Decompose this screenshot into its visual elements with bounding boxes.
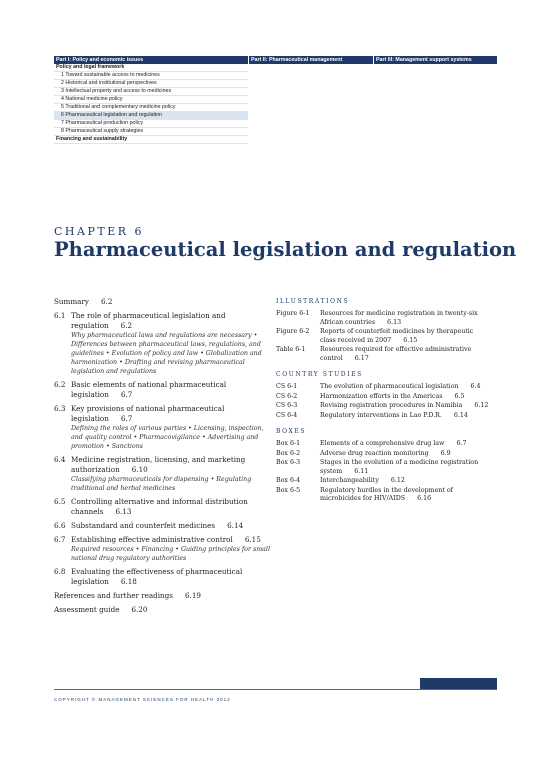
toc-entry[interactable]: [54, 455, 276, 493]
illustrations-column: [276, 297, 491, 505]
boxes-list: [276, 440, 491, 504]
toc-title: Assessment guide 6.20: [54, 605, 148, 614]
toc-page: 6.15: [244, 535, 261, 544]
toc-entry[interactable]: [54, 605, 276, 615]
illustrations-list: [276, 310, 491, 363]
item-page: 6.15: [403, 336, 418, 344]
toc-entry[interactable]: [54, 521, 276, 531]
toc-title: The role of pharmaceutical legislation and regulation 6.2: [71, 311, 226, 330]
item-label: Box 6-2: [276, 449, 301, 457]
item-text: Reports of counterfeit medicines by therapeutic class received in 2007 6.15: [320, 328, 474, 344]
part-tabs: [54, 56, 497, 64]
toc-title: Summary 6.2: [54, 297, 113, 306]
item-text: Stages in the evolution of a medicine registration system 6.11: [320, 459, 479, 475]
nav-chapter-item[interactable]: 5 Traditional and complementary medicine policy: [54, 104, 248, 112]
item-text: Adverse drug reaction monitoring 6.9: [320, 449, 451, 457]
item-label: Table 6-1: [276, 346, 306, 353]
illustrations-heading: ILLUSTRATIONS: [276, 298, 350, 305]
toc-page: 6.7: [120, 414, 133, 423]
nav-section[interactable]: Financing and sustainability: [54, 136, 248, 144]
list-item[interactable]: [276, 328, 491, 345]
toc-page: 6.20: [131, 605, 148, 614]
tab-part-2[interactable]: Part II: Pharmaceutical management: [248, 56, 373, 64]
list-item[interactable]: [276, 383, 491, 392]
toc-title: Substandard and counterfeit medicines 6.14: [71, 521, 244, 530]
toc-subtopics: Defining the roles of various parties • Licensing, inspection, and quality control • Pharmacovigilance • Advertising and promotion • Sanctions: [71, 425, 264, 450]
boxes-heading: BOXES: [276, 428, 307, 435]
item-label: Box 6-3: [276, 459, 301, 466]
tab-part-1[interactable]: Part I: Policy and economic issues: [56, 57, 144, 63]
toc-number: 6.3: [54, 404, 66, 413]
toc-title: Key provisions of national pharmaceutical legislation 6.7: [71, 404, 225, 423]
toc-entry[interactable]: [54, 297, 276, 307]
item-label: Box 6-5: [276, 486, 301, 494]
item-text: Regulatory hurdles in the development of microbicides for HIV/AIDS 6.16: [320, 486, 454, 502]
item-label: Figure 6-1: [276, 310, 310, 317]
toc-entry[interactable]: [54, 591, 276, 601]
toc-page: 6.7: [120, 390, 133, 399]
copyright-text: COPYRIGHT © MANAGEMENT SCIENCES FOR HEALTH 2012: [54, 697, 231, 702]
toc-number: 6.1: [54, 311, 66, 320]
nav-chapter-item[interactable]: 4 National medicine policy: [54, 96, 248, 104]
list-item[interactable]: [276, 402, 491, 411]
nav-chapter-item[interactable]: 7 Pharmaceutical production policy: [54, 120, 248, 128]
toc-subtopics: Required resources • Financing • Guiding principles for small national drug regulatory authorities: [71, 546, 270, 562]
toc-page: 6.14: [227, 521, 244, 530]
toc-entry[interactable]: [54, 535, 276, 563]
toc-entry[interactable]: [54, 404, 276, 451]
list-item[interactable]: [276, 459, 491, 476]
country-studies-list: [276, 383, 491, 420]
chapter-list: [54, 64, 248, 144]
toc-entry[interactable]: [54, 567, 276, 587]
chapter-label: CHAPTER 6: [54, 225, 144, 238]
nav-section[interactable]: Policy and legal framework: [54, 64, 248, 72]
toc-number: 6.5: [54, 497, 66, 506]
item-text: Interchangeability 6.12: [320, 477, 405, 484]
toc-entry[interactable]: [54, 380, 276, 400]
item-page: 6.5: [454, 392, 465, 400]
toc-title: Basic elements of national pharmaceutical legislation 6.7: [71, 380, 227, 399]
table-of-contents: [54, 297, 276, 619]
toc-title: References and further readings 6.19: [54, 591, 201, 600]
nav-chapter-item[interactable]: 1 Toward sustainable access to medicines: [54, 72, 248, 80]
toc-number: 6.4: [54, 455, 66, 464]
item-label: Box 6-4: [276, 477, 301, 484]
item-label: CS 6-4: [276, 411, 298, 419]
footer-rule: [54, 689, 497, 690]
list-item[interactable]: [276, 440, 491, 449]
item-page: 6.17: [354, 354, 369, 362]
list-item[interactable]: [276, 487, 491, 504]
item-label: Figure 6-2: [276, 328, 310, 335]
toc-title: Evaluating the effectiveness of pharmaceutical legislation 6.18: [71, 567, 243, 586]
toc-subtopics: Classifying pharmaceuticals for dispensing • Regulating traditional and herbal medicines: [71, 476, 252, 492]
toc-entry[interactable]: [54, 497, 276, 517]
item-text: Revising registration procedures in Namibia 6.12: [320, 402, 489, 409]
toc-entry[interactable]: [54, 311, 276, 376]
nav-chapter-item[interactable]: 6 Pharmaceutical legislation and regulation: [54, 112, 248, 120]
item-text: Resources required for effective administrative control 6.17: [320, 346, 472, 362]
toc-title: Establishing effective administrative control 6.15: [71, 535, 261, 544]
toc-number: 6.2: [54, 380, 66, 389]
list-item[interactable]: [276, 450, 491, 459]
toc-page: 6.10: [131, 465, 148, 474]
chapter-title: Pharmaceutical legislation and regulation: [54, 238, 517, 261]
item-label: Box 6-1: [276, 440, 301, 447]
item-label: CS 6-3: [276, 402, 298, 409]
list-item[interactable]: [276, 310, 491, 327]
item-page: 6.12: [390, 477, 405, 484]
item-text: The evolution of pharmaceutical legislation 6.4: [320, 383, 481, 390]
list-item[interactable]: [276, 477, 491, 486]
toc-page: 6.13: [115, 507, 132, 516]
toc-page: 6.2: [100, 297, 113, 306]
item-page: 6.16: [417, 495, 432, 502]
list-item[interactable]: [276, 346, 491, 363]
toc-number: 6.8: [54, 567, 66, 576]
toc-page: 6.2: [120, 321, 133, 330]
item-text: Harmonization efforts in the Americas 6.5: [320, 392, 465, 400]
nav-chapter-item[interactable]: 3 Intellectual property and access to medicines: [54, 88, 248, 96]
toc-page: 6.18: [120, 577, 137, 586]
toc-title: Controlling alternative and informal distribution channels 6.13: [71, 497, 248, 516]
item-page: 6.13: [387, 318, 402, 326]
part-navigation: [54, 56, 497, 144]
toc-title: Medicine registration, licensing, and marketing authorization 6.10: [71, 455, 246, 474]
toc-subtopics: Why pharmaceutical laws and regulations are necessary • Differences between pharmaceutical laws, regulations, and guidelines • Evolution of policy and law • Globalization and harmonization • Drafting and revising pharmaceutical legislation and regulations: [71, 332, 262, 375]
nav-chapter-item[interactable]: 8 Pharmaceutical supply strategies: [54, 128, 248, 136]
toc-page: 6.19: [184, 591, 201, 600]
item-label: CS 6-1: [276, 383, 298, 390]
country-studies-heading: COUNTRY STUDIES: [276, 371, 363, 378]
item-page: 6.7: [456, 440, 467, 447]
item-text: Elements of a comprehensive drug law 6.7: [320, 440, 467, 447]
item-page: 6.14: [453, 411, 468, 419]
item-page: 6.12: [474, 402, 489, 409]
item-label: CS 6-2: [276, 392, 298, 400]
item-page: 6.4: [470, 383, 481, 390]
item-text: Regulatory interventions in Lao P.D.R. 6.14: [320, 411, 468, 419]
item-page: 6.11: [354, 467, 369, 475]
nav-chapter-item[interactable]: 2 Historical and institutional perspectives: [54, 80, 248, 88]
item-page: 6.9: [440, 449, 451, 457]
toc-number: 6.7: [54, 535, 66, 544]
list-item[interactable]: [276, 412, 491, 421]
tab-part-3[interactable]: Part III: Management support systems: [373, 56, 497, 64]
list-item[interactable]: [276, 393, 491, 402]
toc-number: 6.6: [54, 521, 66, 530]
item-text: Resources for medicine registration in twenty-six African countries 6.13: [320, 310, 478, 326]
footer-accent-bar: [420, 678, 497, 689]
